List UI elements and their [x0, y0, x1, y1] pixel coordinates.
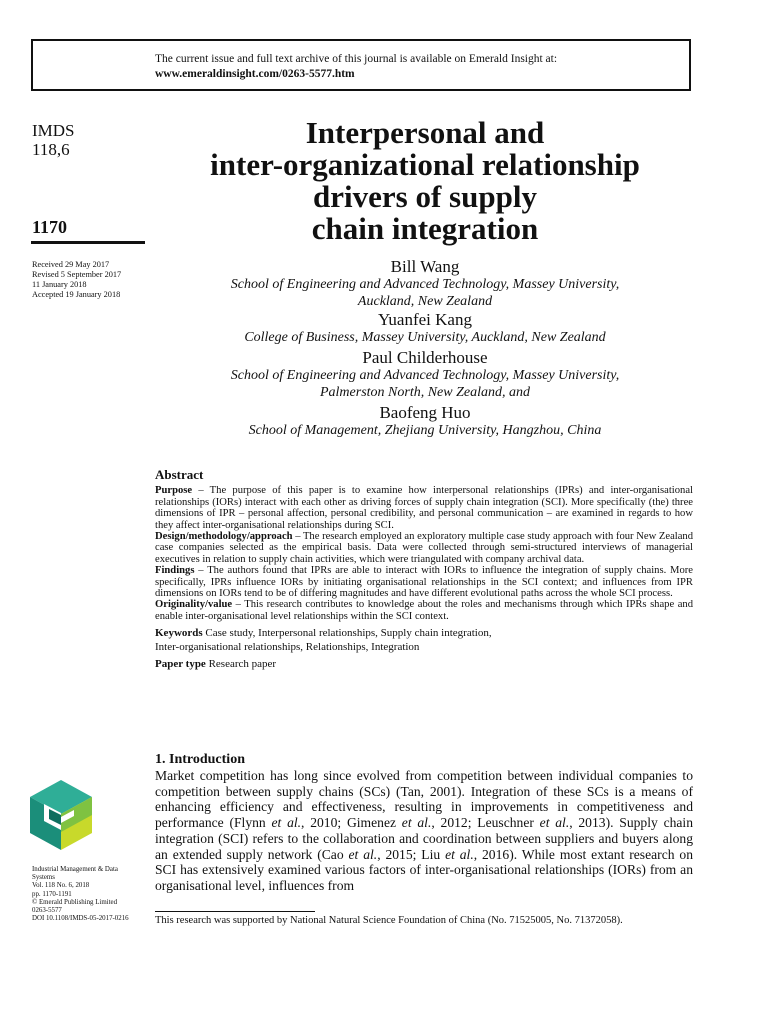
- abstract-section: [155, 469, 693, 671]
- paper-type: [155, 657, 693, 671]
- journal-banner-box: [31, 39, 691, 91]
- keywords-text-2: Inter-organisational relationships, Relationships, Integration: [155, 641, 420, 654]
- abstract-findings: [155, 565, 693, 599]
- citation-etal: et al.: [539, 815, 570, 831]
- author-affiliation: Auckland, New Zealand: [357, 294, 493, 309]
- doi[interactable]: DOI 10.1108/IMDS-05-2017-0216: [32, 915, 129, 923]
- design-label: Design/methodology/approach: [155, 531, 293, 543]
- date-revised-2: 11 January 2018: [32, 280, 87, 289]
- keywords-label: Keywords: [155, 627, 203, 640]
- introduction-section: [155, 752, 693, 894]
- citation-etal: et al.: [348, 846, 378, 862]
- keywords: [155, 626, 693, 654]
- journal-name-2: Systems: [32, 874, 55, 882]
- author-affiliation: School of Engineering and Advanced Technology, Massey University,: [230, 277, 620, 292]
- paper-title: [155, 117, 695, 245]
- author-name: Paul Childerhouse: [362, 348, 488, 367]
- intro-text-run: , 2013). Supply chain integration (SCI) refers to the collaboration and coordination between suppliers and buyers along an extended supply network (Cao: [155, 815, 694, 862]
- author-name: Baofeng Huo: [379, 403, 471, 422]
- findings-text: – The authors found that IPRs are able to interact with IORs to influence the integration of supply chains. More specifically, IPRs influence IORs by initiating organisational relationships in the SCI context; and influences from IPR dimensions on IORs tend to be of differing magnitudes and have different evolutional paths across the whole SCI process.: [155, 565, 693, 600]
- journal-name: Industrial Management & Data: [32, 866, 118, 873]
- paper-type-text: Research paper: [205, 658, 277, 671]
- author-affiliation: Palmerston North, New Zealand, and: [319, 385, 530, 400]
- intro-text-run: Market competition has long since evolved from competition between individual companies to competition between supply chains (SCs) (Tan, 2001). Integration of these SCs is a means of enhancing efficiency and effectiveness, resulting in improvements in competitiveness and performance (Flynn: [155, 768, 693, 831]
- abstract-heading: Abstract: [155, 467, 204, 482]
- date-accepted: Accepted 19 January 2018: [32, 290, 121, 299]
- issn: 0263-5577: [32, 907, 62, 915]
- author-affiliation: School of Engineering and Advanced Technology, Massey University,: [230, 368, 620, 383]
- author-list: [160, 257, 690, 439]
- abstract-originality: [155, 599, 693, 622]
- journal-abbreviation: IMDS: [32, 121, 75, 140]
- purpose-label: Purpose: [155, 485, 193, 497]
- intro-text-run: , 2010; Gimenez: [301, 815, 402, 831]
- copyright: © Emerald Publishing Limited: [32, 898, 118, 906]
- footnote-rule: [155, 911, 315, 912]
- introduction-paragraph: [155, 768, 693, 894]
- journal-pages: pp. 1170-1191: [32, 890, 72, 898]
- author-affiliation: College of Business, Massey University, Auckland, New Zealand: [244, 330, 606, 345]
- title-line: drivers of supply: [313, 179, 537, 214]
- author-name: Yuanfei Kang: [378, 310, 472, 329]
- citation-etal: et al.: [445, 846, 474, 862]
- introduction-heading: 1. Introduction: [155, 752, 245, 767]
- page-number: 1170: [32, 217, 68, 237]
- keywords-text: Case study, Interpersonal relationships, Supply chain integration,: [202, 627, 492, 640]
- findings-label: Findings: [155, 565, 195, 577]
- page-number-rule: [31, 241, 145, 244]
- banner-url[interactable]: www.emeraldinsight.com/0263-5577.htm: [155, 68, 355, 80]
- journal-volume: Vol. 118 No. 6, 2018: [32, 882, 90, 890]
- banner-availability-text: The current issue and full text archive of this journal is available on Emerald Insight at:: [155, 53, 558, 65]
- intro-text-run: , 2016). While most extant research on SCI has extensively examined various factors of inter-organisational relationships (IORs) from an organisational level, influences from: [155, 846, 693, 893]
- title-line: inter-organizational relationship: [210, 147, 640, 182]
- citation-etal: et al.: [271, 815, 302, 831]
- intro-text-run: , 2012; Leuschner: [431, 815, 540, 831]
- design-text: – The research employed an exploratory multiple case study approach with four New Zealand case companies selected as the empirical basis. Data were collected through semi-structured interviews of managerial executives in relation to supply chain activities, which were triangulated with company archival data.: [155, 531, 694, 565]
- submission-dates: [32, 260, 147, 300]
- abstract-purpose: [155, 485, 693, 531]
- journal-volume-issue: 118,6: [32, 140, 70, 159]
- purpose-text: – The purpose of this paper is to examine how interpersonal relationships (IPRs) and inter-organisational relationships (IORs) interact with each other as driving forces of supply chain integration (SCI). More specifically (the) three dimensions of IPR – personal affection, personal credibility, and personal communication – are examined in regards to how they affect inter-organisational relationships during SCI.: [155, 485, 693, 531]
- author-name: Bill Wang: [390, 257, 460, 276]
- title-line: chain integration: [311, 211, 539, 246]
- title-line: Interpersonal and: [305, 115, 545, 150]
- paper-type-label: Paper type: [155, 658, 206, 671]
- journal-info: [32, 866, 144, 923]
- abstract-design: [155, 531, 693, 565]
- originality-text: – This research contributes to knowledge about the roles and mechanisms through which IPRs shape and enable inter-organisational level relationships within the SCI context.: [155, 599, 693, 622]
- date-revised: Revised 5 September 2017: [32, 270, 122, 279]
- originality-label: Originality/value: [155, 599, 233, 611]
- funding-footnote: This research was supported by National Natural Science Foundation of China (No. 71525005, No. 71372058).: [155, 915, 623, 926]
- date-received: Received 29 May 2017: [32, 260, 110, 269]
- emerald-publishing-logo-icon: [30, 780, 92, 850]
- author-affiliation: School of Management, Zhejiang University, Hangzhou, China: [248, 423, 602, 438]
- intro-text-run: , 2015; Liu: [377, 846, 446, 862]
- citation-etal: et al.: [401, 815, 432, 831]
